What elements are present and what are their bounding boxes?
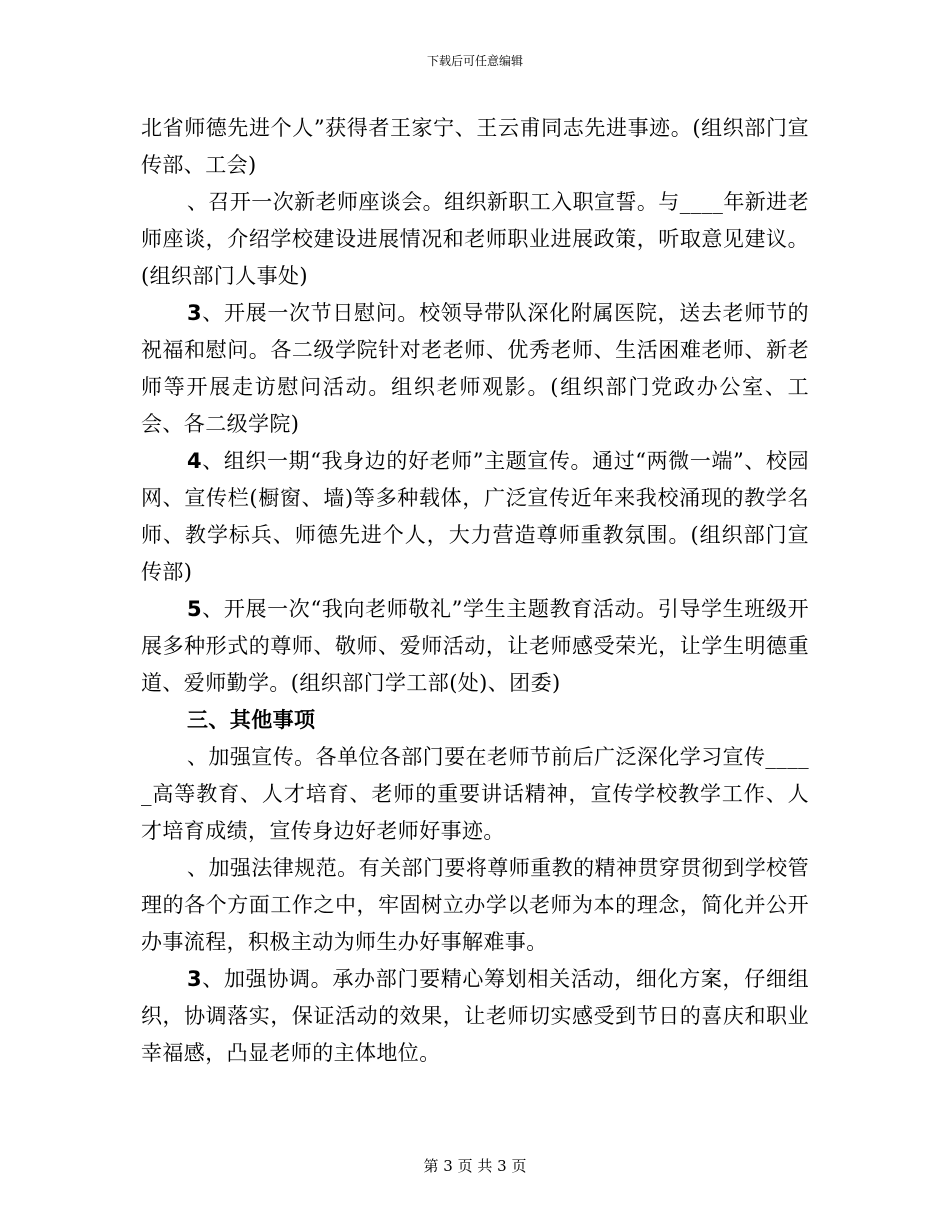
item-number: 3	[187, 301, 203, 325]
paragraph-text: 、开展一次“我向老师敬礼”学生主题教育活动。引导学生班级开展多种形式的尊师、敬师、爱师活动，让老师感受荣光，让学生明德重道、爱师勤学。(组织部门学工部(处)、团委)	[141, 597, 809, 695]
paragraph-continuation	[141, 110, 809, 184]
paragraph-item-5	[141, 591, 809, 702]
item-number: 3	[187, 967, 203, 991]
paragraph-item-3	[141, 295, 809, 443]
paragraph-other-1	[141, 739, 809, 850]
paragraph-text: 、开展一次节日慰问。校领导带队深化附属医院，送去老师节的祝福和慰问。各二级学院针对老老师、优秀老师、生活困难老师、新老师等开展走访慰问活动。组织老师观影。(组织部门党政办公室、工会、各二级学院)	[141, 301, 809, 436]
item-number: 5	[187, 597, 203, 621]
paragraph-text: 、组织一期“我身边的好老师”主题宣传。通过“两微一端”、校园网、宣传栏(橱窗、墙)等多种载体，广泛宣传近年来我校涌现的教学名师、教学标兵、师德先进个人，大力营造尊师重教氛围。(组织部门宣传部)	[141, 449, 809, 584]
document-body	[141, 110, 809, 1072]
paragraph-text: 、加强协调。承办部门要精心筹划相关活动，细化方案，仔细组织，协调落实，保证活动的效果，让老师切实感受到节日的喜庆和职业幸福感，凸显老师的主体地位。	[141, 967, 809, 1065]
paragraph-text: 、加强法律规范。有关部门要将尊师重教的精神贯穿贯彻到学校管理的各个方面工作之中，牢固树立办学以老师为本的理念，简化并公开办事流程，积极主动为师生办好事解难事。	[141, 856, 809, 954]
section-heading: 三、其他事项	[187, 708, 316, 732]
paragraph-text: 北省师德先进个人”获得者王家宁、王云甫同志先进事迹。(组织部门宣传部、工会)	[141, 116, 809, 177]
paragraph-other-3	[141, 961, 809, 1072]
page-header: 下载后可任意编辑	[426, 54, 523, 68]
paragraph-text: 、召开一次新老师座谈会。组织新职工入职宣誓。与____年新进老师座谈，介绍学校建设进展情况和老师职业进展政策，听取意见建议。(组织部门人事处)	[141, 190, 809, 288]
paragraph-item-4	[141, 443, 809, 591]
paragraph-other-2	[141, 850, 809, 961]
item-number: 4	[187, 449, 203, 473]
paragraph-text: 、加强宣传。各单位各部门要在老师节前后广泛深化学习宣传_____高等教育、人才培育、老师的重要讲话精神，宣传学校教学工作、人才培育成绩，宣传身边好老师好事迹。	[141, 745, 809, 843]
paragraph-item-2	[141, 184, 809, 295]
page-footer: 第 3 页 共 3 页	[423, 1157, 527, 1175]
